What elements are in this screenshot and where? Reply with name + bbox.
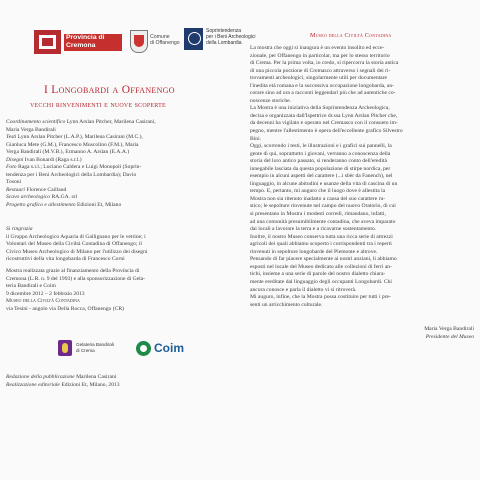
footer-line: Realizzazione editoriale Edizioni Et, Milano, 2013 (6, 381, 120, 388)
provincia-logo-text: Provincia di Cremona (64, 34, 122, 51)
funding-line: teria Bandirali e Coim (6, 283, 56, 290)
text-line: Inoltre, il nostro Museo conserva tutta una ricca serie di attrezzi (250, 233, 393, 240)
thanks-line: Volontari del Museo della Civiltà Contadina di Offanengo; il (6, 241, 142, 248)
provincia-emblem-icon (34, 30, 61, 54)
text-line: esposti nel locale del Museo dedicato alle collezioni di ferri an- (250, 263, 392, 270)
thanks-line: il Gruppo Archeologico Aquaria di Gallignano per le vetrine; i (6, 233, 146, 240)
text-line: mente ereditate dal linguaggio degli occupanti Longobardi. Chi (250, 278, 392, 285)
credit-line: Maria Verga Bandirali (6, 126, 56, 133)
text-line: di Crema. Per la prima volta, io credo, si ripercorra la storia antica (250, 60, 399, 67)
thanks-line: Civico Museo Archeologico di Milano per l'utilizzo dei disegni (6, 248, 148, 255)
presentation-text (250, 45, 476, 309)
credits-block (6, 119, 242, 210)
credit-line: tendenza per i Beni Archeologici della Lombardia); Davio (6, 171, 137, 178)
text-line: tichi, insieme a una serie di parole del nostro dialetto chiara- (250, 271, 386, 278)
credit-line: Coordinamento scientifico Lynn Arslan Pitcher, Marilena Casirani, (6, 119, 156, 125)
text-line: si presentano in Mostra i modesti corredi, rimandano, infatti, (250, 211, 386, 218)
text-line: innegabile lasciata da questa popolazione di stirpe nordica, per (250, 165, 391, 172)
soprintendenza-emblem-icon (184, 28, 203, 50)
museum-header: Museo della Civiltà Contadina (310, 32, 392, 39)
gelateria-emblem-icon (58, 340, 72, 356)
text-line: Mi auguro, infine, che la Mostra possa costituire per tutti i pre- (250, 294, 391, 301)
exhibition-subtitle: vecchi rinvenimenti e nuove scoperte (30, 100, 166, 109)
signature-name: Maria Verga Bandirali (424, 326, 474, 332)
credit-line: Scavo archeologico RA.GA. srl (6, 194, 78, 201)
text-line: ancora conosce e parla il dialetto vi si ritroverà. (250, 286, 357, 293)
funding-block (6, 268, 242, 313)
text-line: linguaggio, in alcune abitudini e usanze della vita di cascina di un (250, 180, 398, 187)
editorial-footer (6, 374, 242, 389)
credit-line: Tosoni (6, 179, 22, 186)
text-line: corare sino ad ora a racconti leggendari più che ad autentiche co- (250, 90, 396, 97)
funding-line: Cremona (L.R. n. 9 del 1993) e alla sponsorizzazione di Gela- (6, 275, 146, 282)
text-line: tempo. E, pertanto, mi auguro che il luogo dove è allestita la (250, 188, 386, 195)
footer-line: Redazione della pubblicazione Marilena Casirani (6, 374, 117, 380)
text-line: pegno, mentre l'allestimento è opera dell'eccellente grafico Silvestro (250, 128, 403, 135)
credit-line: Gianluca Mete (G.M.), Francesco Muscolino (F.M.), Maria (6, 141, 139, 148)
credit-line: Progetto grafico e allestimento Edizioni Et, Milano (6, 202, 122, 209)
comune-shield-icon (130, 30, 148, 53)
coim-logo (136, 341, 196, 357)
text-line: decisa e organizzata dall'Ispettrice dr.ssa Lynn Arslan Pitcher che, (250, 112, 398, 119)
text-line: esempio in alcuni aspetti del carattere (...i sbèr da Fanench), nel (250, 173, 393, 180)
credit-line: Disegni Ivan Bonardi (Raga s.r.l.) (6, 156, 82, 163)
text-line: stico; le sepolture rinvenute nel campo del nuovo Oratorio, di cui (250, 203, 396, 210)
text-line: rinvenuti in sepolture longobarde del Piemonte e altrove. (250, 248, 378, 255)
credit-line: Testi Lynn Arslan Pitcher (L.A.P.), Marilena Casirani (M.C.), (6, 134, 143, 141)
thanks-line: ricostruttivi della vita longobarda di Francesco Corni (6, 256, 125, 263)
venue-address: via Tesini - angolo via Della Rocca, Offanengo (CR) (6, 305, 124, 312)
text-line: l'inedita età romana e la successiva occupazione longobarda, an- (250, 82, 395, 89)
credit-line: Verga Bandirali (M.V.B.), Ermanno A. Arslan (E.A.A.) (6, 149, 130, 156)
text-line: La mostra che oggi si inaugura è un evento insolito ed ecce- (250, 45, 385, 51)
text-line: da decenni ha vigilato e operato nel Cremasco con il consueto im- (250, 120, 398, 127)
exhibition-dates: 9 dicembre 2012 – 2 febbraio 2013 (6, 290, 85, 297)
credit-line: Foto Raga s.r.l.; Luciano Caldera e Luigi Monopoli (Soprin- (6, 164, 142, 171)
text-line: Pensando di far piacere specialmente ai nostri anziani, li abbiamo (250, 256, 397, 263)
coim-emblem-icon (136, 341, 151, 356)
text-line: agricoli dei quali abbiamo scoperto i corrispondenti tra i reperti (250, 241, 392, 248)
text-line: dai locali a lavorare la terra e a ricavarne sostentamento. (250, 226, 377, 233)
comune-logo (130, 30, 190, 54)
text-line: senti un arricchimento culturale. (250, 301, 323, 308)
text-line: La Mostra è una iniziativa della Soprintendenza Archeologica, (250, 105, 390, 112)
text-line: gente di qui, soprattutto i giovani, verranno a conoscenza della (250, 150, 391, 157)
coim-logo-text: Coim (154, 341, 184, 355)
comune-logo-text: Comune di Offanengo (150, 34, 180, 47)
text-line: noscenze storiche. (250, 97, 292, 104)
text-line: Bini. (250, 135, 262, 142)
text-line: di una piccola porzione di Cremasco attraverso i segnali dei ri- (250, 67, 391, 74)
text-line: zionale, per Offanengo in particolar, ma per lo stesso territorio (250, 52, 390, 59)
text-line: trovamenti archeologici, singolarmente utili per documentare (250, 75, 387, 82)
soprintendenza-logo-text: Soprintendenza per i Beni Archeologici della Lombardia (206, 28, 256, 46)
gelateria-logo-text: Gelateria Bandirali di Crema (76, 342, 114, 353)
credit-line: Restauri Florence Caillaud (6, 186, 67, 193)
signature-block (250, 326, 474, 341)
funding-line: Mostra realizzata grazie al finanziamento della Provincia di (6, 268, 140, 274)
text-line: storia del loro antico passato, si renderanno conto dell'eredità (250, 158, 387, 165)
exhibition-title: I Longobardi a Offanengo (44, 84, 175, 96)
signature-role: Presidente del Museo (425, 333, 474, 340)
venue-name: Museo della Civiltà Contadina (6, 298, 80, 305)
gelateria-logo (58, 340, 128, 360)
text-line: Mostra non sia ritenuto inadatto a causa del suo carattere ru- (250, 195, 386, 202)
thanks-block (6, 226, 242, 264)
text-line: Oggi, scorrendo i testi, le illustrazioni e i grafici sui pannelli, la (250, 143, 392, 150)
text-line: ad una comunità presumibilmente contadina, che aveva imparato (250, 218, 396, 225)
thanks-title: Si ringrazia (6, 226, 33, 232)
provincia-logo (34, 30, 124, 56)
